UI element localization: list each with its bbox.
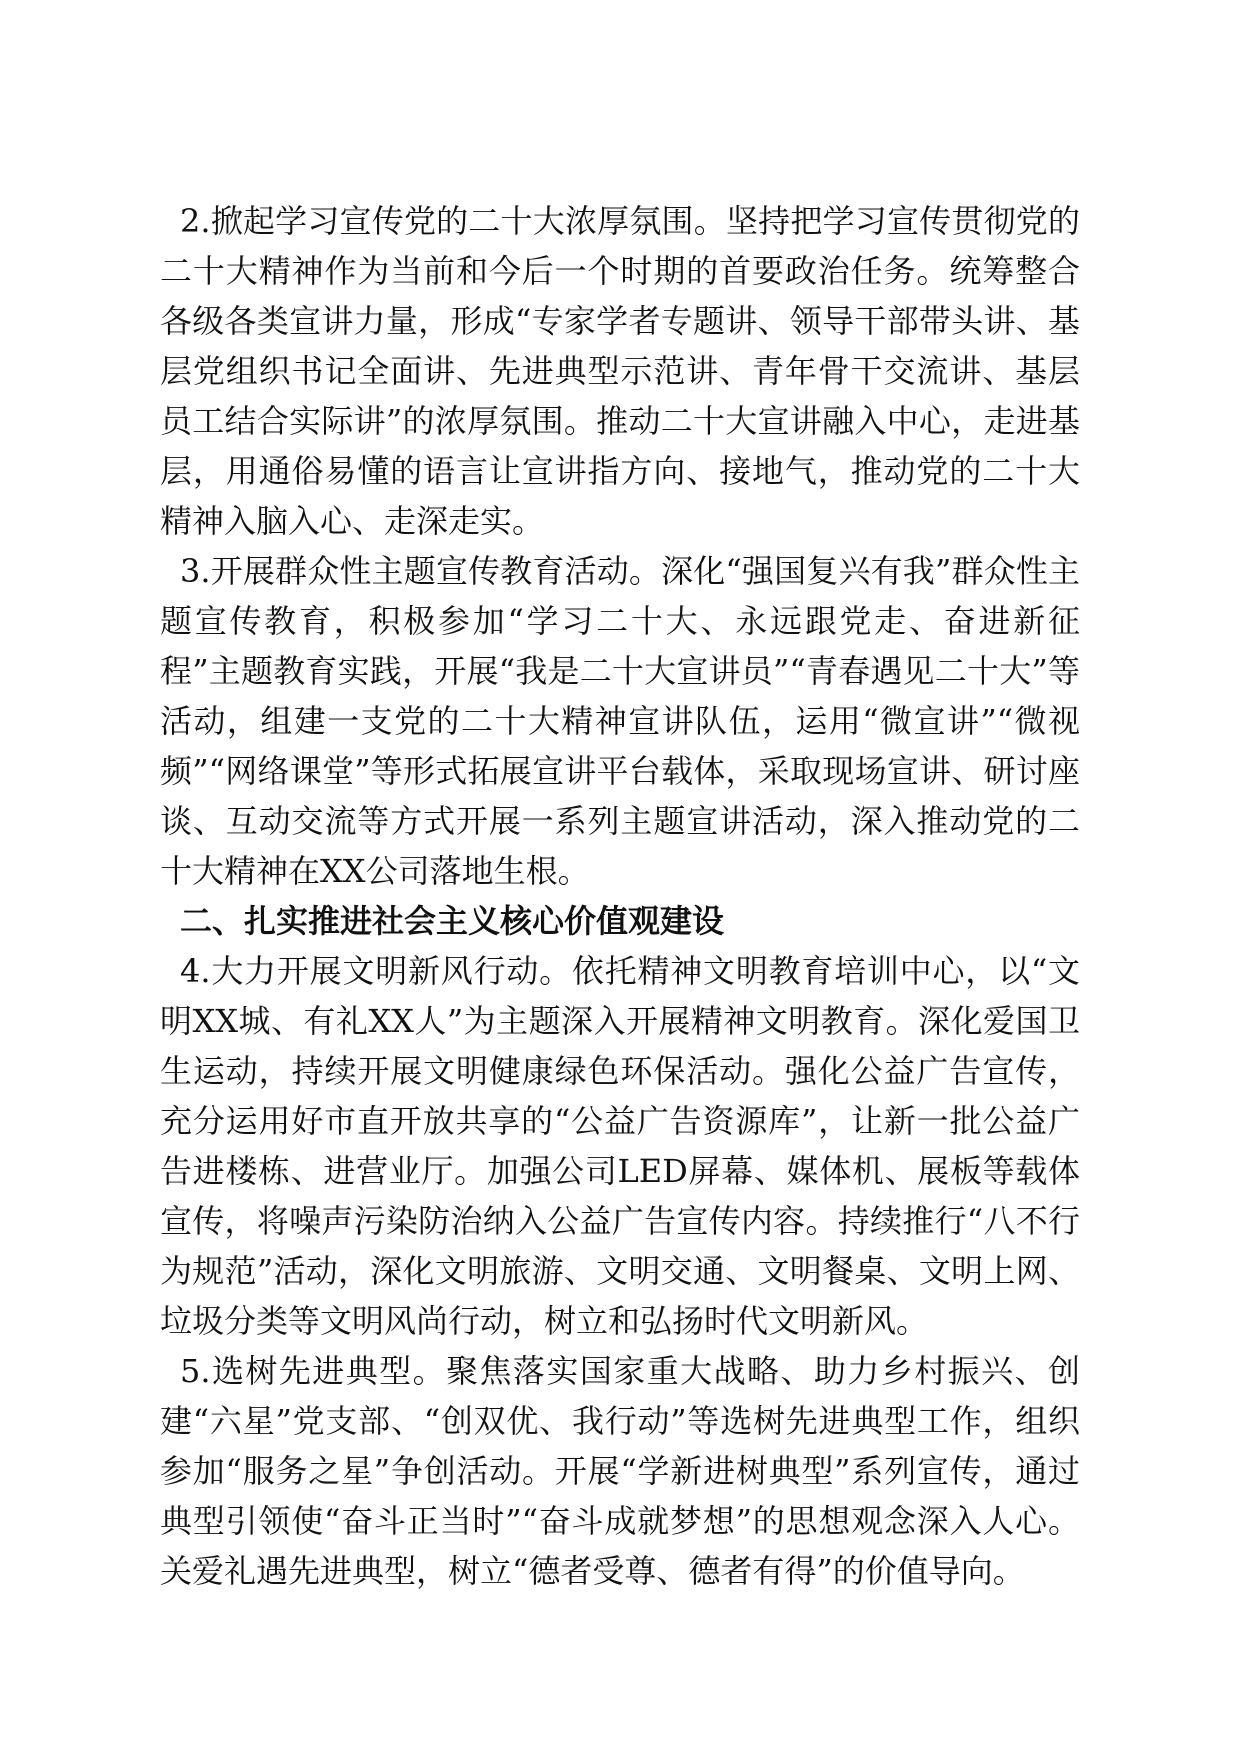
paragraph-item-5: 5.选树先进典型。聚焦落实国家重大战略、助力乡村振兴、创建“六星”党支部、“创双优、我行动”等选树先进典型工作，组织参加“服务之星”争创活动。开展“学新进树典型”系列宣传，通过典型引领使“奋斗正当时”“奋斗成就梦想”的思想观念深入人心。关爱礼遇先进典型，树立“德者受尊、德者有得”的价值导向。	[160, 1352, 1080, 1590]
paragraph-item-4: 4.大力开展文明新风行动。依托精神文明教育培训中心，以“文明XX城、有礼XX人”为主题深入开展精神文明教育。深化爱国卫生运动，持续开展文明健康绿色环保活动。强化公益广告宣传，充分运用好市直开放共享的“公益广告资源库”，让新一批公益广告进楼栋、进营业厅。加强公司LED屏幕、媒体机、展板等载体宣传，将噪声污染防治纳入公益广告宣传内容。持续推行“八不行为规范”活动，深化文明旅游、文明交通、文明餐桌、文明上网、垃圾分类等文明风尚行动，树立和弘扬时代文明新风。	[160, 952, 1080, 1340]
document-body	[160, 196, 1080, 1596]
section-heading: 二、扎实推进社会主义核心价值观建设	[180, 902, 725, 940]
paragraph-item-2: 2.掀起学习宣传党的二十大浓厚氛围。坚持把学习宣传贯彻党的二十大精神作为当前和今后一个时期的首要政治任务。统筹整合各级各类宣讲力量，形成“专家学者专题讲、领导干部带头讲、基层党组织书记全面讲、先进典型示范讲、青年骨干交流讲、基层员工结合实际讲”的浓厚氛围。推动二十大宣讲融入中心，走进基层，用通俗易懂的语言让宣讲指方向、接地气，推动党的二十大精神入脑入心、走深走实。	[160, 202, 1080, 540]
paragraph-item-3: 3.开展群众性主题宣传教育活动。深化“强国复兴有我”群众性主题宣传教育，积极参加“学习二十大、永远跟党走、奋进新征程”主题教育实践，开展“我是二十大宣讲员”“青春遇见二十大”等活动，组建一支党的二十大精神宣讲队伍，运用“微宣讲”“微视频”“网络课堂”等形式拓展宣讲平台载体，采取现场宣讲、研讨座谈、互动交流等方式开展一系列主题宣讲活动，深入推动党的二十大精神在XX公司落地生根。	[160, 552, 1080, 890]
